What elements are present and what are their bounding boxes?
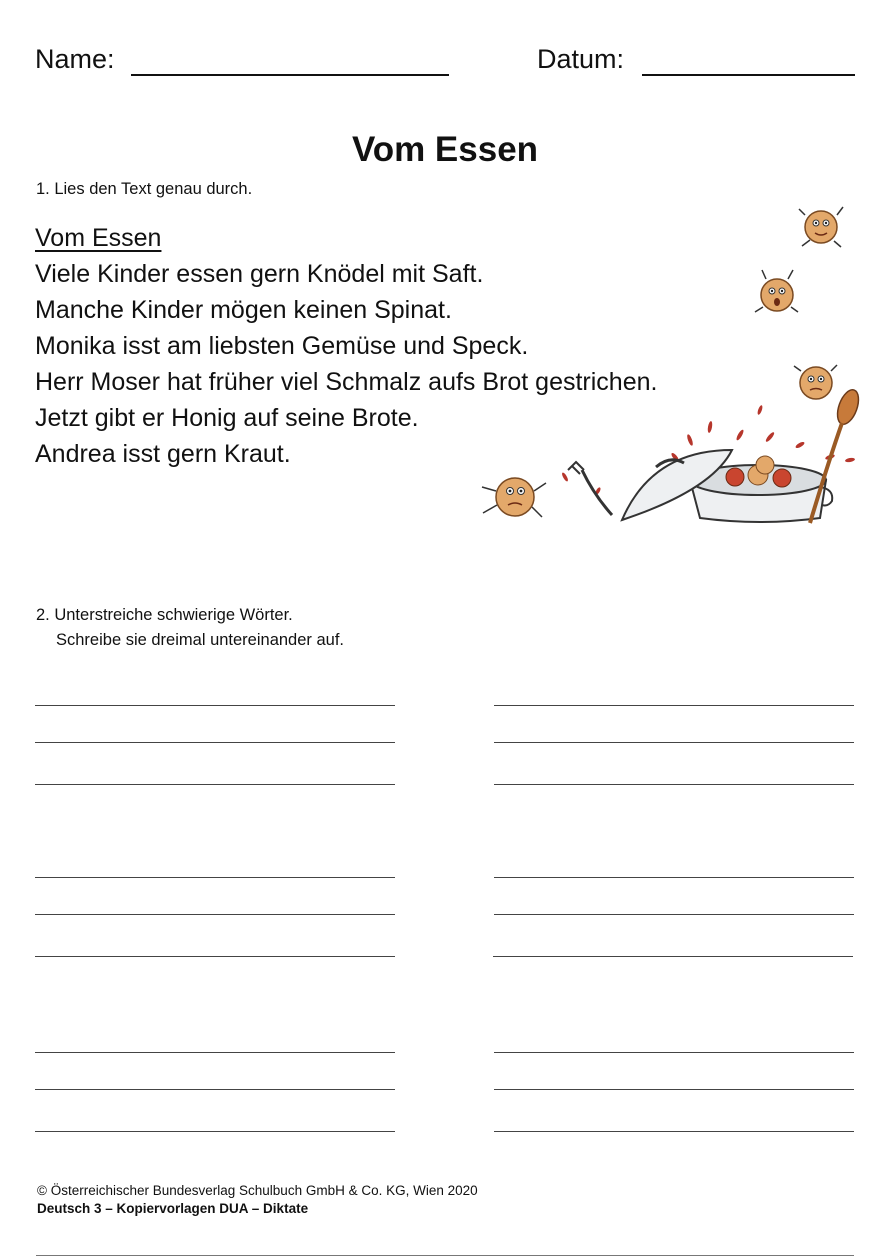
book-reference: Deutsch 3 – Kopiervorlagen DUA – Diktate <box>37 1201 309 1216</box>
name-field-line[interactable] <box>131 74 449 76</box>
flying-dumpling-icon <box>794 365 837 399</box>
dumplings-pot-illustration <box>470 195 880 540</box>
writing-line[interactable] <box>35 956 395 957</box>
writing-line[interactable] <box>35 914 395 915</box>
flying-dumpling-icon <box>755 270 798 312</box>
name-label: Name: <box>35 44 115 74</box>
wooden-spoon-icon <box>810 387 863 523</box>
fork-icon <box>568 462 612 515</box>
story-title: Vom Essen <box>35 224 162 252</box>
flying-dumpling-icon <box>799 207 843 247</box>
bottom-divider <box>36 1255 854 1256</box>
story-line: Manche Kinder mögen keinen Spinat. <box>35 296 452 324</box>
writing-line[interactable] <box>35 784 395 785</box>
writing-line[interactable] <box>35 742 395 743</box>
story-line: Herr Moser hat früher viel Schmalz aufs Brot gestrichen. <box>35 368 658 396</box>
date-field-line[interactable] <box>642 74 855 76</box>
writing-line[interactable] <box>494 742 854 743</box>
story-line: Monika isst am liebsten Gemüse und Speck. <box>35 332 529 360</box>
date-label: Datum: <box>537 44 625 74</box>
story-line: Viele Kinder essen gern Knödel mit Saft. <box>35 260 484 288</box>
running-dumpling-icon <box>482 478 546 517</box>
writing-line[interactable] <box>494 914 854 915</box>
copyright-notice: © Österreichischer Bundesverlag Schulbuch GmbH & Co. KG, Wien 2020 <box>37 1183 478 1198</box>
writing-line[interactable] <box>494 1052 854 1053</box>
writing-line[interactable] <box>494 1131 854 1132</box>
writing-line[interactable] <box>35 1089 395 1090</box>
story-line: Jetzt gibt er Honig auf seine Brote. <box>35 404 419 432</box>
task-2-instruction-line-1: 2. Unterstreiche schwierige Wörter. <box>36 606 293 624</box>
writing-line[interactable] <box>494 1089 854 1090</box>
writing-line[interactable] <box>494 705 854 706</box>
writing-line[interactable] <box>35 705 395 706</box>
story-line: Andrea isst gern Kraut. <box>35 440 291 468</box>
writing-line[interactable] <box>35 1131 395 1132</box>
page-title: Vom Essen <box>351 130 539 169</box>
task-2-instruction-line-2: Schreibe sie dreimal untereinander auf. <box>56 631 345 649</box>
writing-line[interactable] <box>494 877 854 878</box>
writing-line[interactable] <box>493 956 853 957</box>
writing-line[interactable] <box>494 784 854 785</box>
writing-line[interactable] <box>35 1052 395 1053</box>
writing-line[interactable] <box>35 877 395 878</box>
task-1-instruction: 1. Lies den Text genau durch. <box>36 180 253 198</box>
